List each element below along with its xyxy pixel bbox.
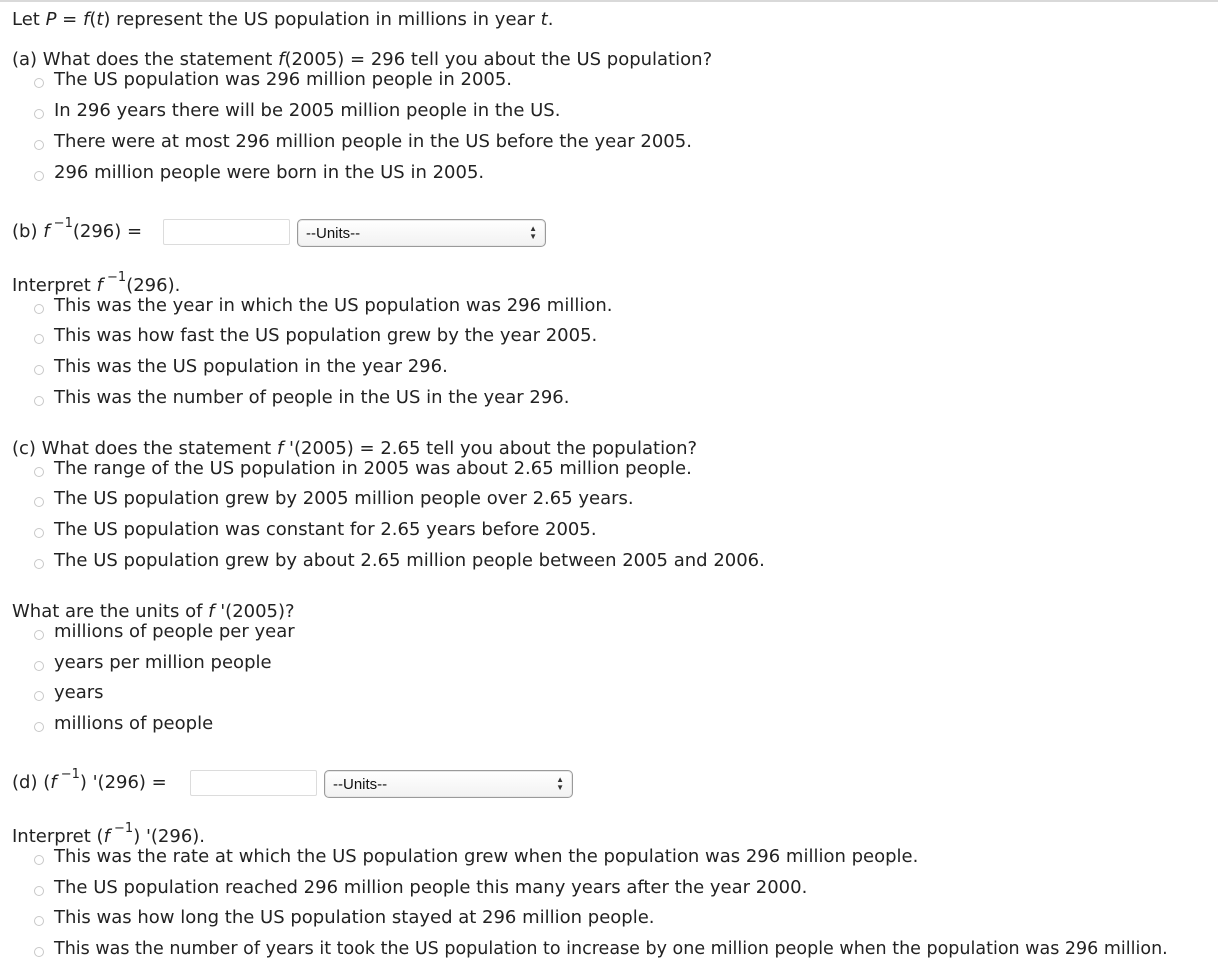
radio-button[interactable] bbox=[34, 947, 44, 957]
select-arrows-icon: ▲ ▼ bbox=[556, 775, 564, 792]
radio-button[interactable] bbox=[34, 855, 44, 865]
radio-button[interactable] bbox=[34, 916, 44, 926]
part-c-units-option-1[interactable]: millions of people per year bbox=[34, 622, 295, 642]
part-a-option-3[interactable]: There were at most 296 million people in the US before the year 2005. bbox=[34, 132, 692, 152]
radio-button[interactable] bbox=[34, 722, 44, 732]
part-c-units-question: What are the units of f '(2005)? bbox=[12, 601, 295, 622]
part-b-option-2[interactable]: This was how fast the US population grew by the year 2005. bbox=[34, 326, 597, 346]
part-c-option-4[interactable]: The US population grew by about 2.65 million people between 2005 and 2006. bbox=[34, 551, 765, 571]
part-a-option-2[interactable]: In 296 years there will be 2005 million people in the US. bbox=[34, 101, 560, 121]
part-c-units-option-4[interactable]: millions of people bbox=[34, 714, 213, 734]
part-c-units-option-3[interactable]: years bbox=[34, 683, 104, 703]
part-b-option-3[interactable]: This was the US population in the year 296. bbox=[34, 357, 448, 377]
radio-button[interactable] bbox=[34, 691, 44, 701]
part-b-option-1[interactable]: This was the year in which the US population was 296 million. bbox=[34, 296, 612, 316]
radio-button[interactable] bbox=[34, 559, 44, 569]
radio-button[interactable] bbox=[34, 528, 44, 538]
part-d-label: (d) (f $^{-1}$) '(296) = bbox=[12, 767, 167, 793]
part-c-units-option-2[interactable]: years per million people bbox=[34, 653, 272, 673]
part-a-option-4[interactable]: 296 million people were born in the US in 2005. bbox=[34, 163, 484, 183]
part-b-label: (b) f $^{-1}$(296) = bbox=[12, 216, 143, 242]
radio-button[interactable] bbox=[34, 78, 44, 88]
radio-button[interactable] bbox=[34, 171, 44, 181]
part-d-answer-input[interactable] bbox=[190, 770, 317, 796]
part-a-option-1[interactable]: The US population was 296 million people in 2005. bbox=[34, 70, 512, 90]
top-border bbox=[0, 0, 1218, 2]
part-d-option-4[interactable]: This was the number of years it took the US population to increase by one million people when the population was 296 million. bbox=[34, 939, 1168, 959]
part-d-option-2[interactable]: The US population reached 296 million people this many years after the year 2000. bbox=[34, 878, 807, 898]
problem-intro: Let P = f(t) represent the US population in millions in year t. bbox=[12, 9, 554, 30]
radio-button[interactable] bbox=[34, 365, 44, 375]
part-c-question: (c) What does the statement f '(2005) = 2.65 tell you about the population? bbox=[12, 438, 698, 459]
select-arrows-icon: ▲ ▼ bbox=[529, 224, 537, 241]
part-a-question: (a) What does the statement f(2005) = 296 tell you about the US population? bbox=[12, 49, 713, 70]
part-c-option-1[interactable]: The range of the US population in 2005 was about 2.65 million people. bbox=[34, 459, 692, 479]
radio-button[interactable] bbox=[34, 886, 44, 896]
radio-button[interactable] bbox=[34, 304, 44, 314]
part-c-option-3[interactable]: The US population was constant for 2.65 years before 2005. bbox=[34, 520, 597, 540]
part-d-interpret-heading: Interpret (f $^{-1}$) '(296). bbox=[12, 821, 206, 847]
part-d-option-1[interactable]: This was the rate at which the US population grew when the population was 296 million people. bbox=[34, 847, 918, 867]
radio-button[interactable] bbox=[34, 334, 44, 344]
radio-button[interactable] bbox=[34, 467, 44, 477]
part-d-option-3[interactable]: This was how long the US population stayed at 296 million people. bbox=[34, 908, 655, 928]
part-c-option-2[interactable]: The US population grew by 2005 million people over 2.65 years. bbox=[34, 489, 634, 509]
part-b-option-4[interactable]: This was the number of people in the US in the year 296. bbox=[34, 388, 569, 408]
radio-button[interactable] bbox=[34, 140, 44, 150]
radio-button[interactable] bbox=[34, 497, 44, 507]
radio-button[interactable] bbox=[34, 109, 44, 119]
radio-button[interactable] bbox=[34, 396, 44, 406]
radio-button[interactable] bbox=[34, 661, 44, 671]
part-b-interpret-heading: Interpret f $^{-1}$(296). bbox=[12, 270, 181, 296]
radio-button[interactable] bbox=[34, 630, 44, 640]
part-b-units-select[interactable]: --Units-- ▲ ▼ bbox=[297, 219, 546, 247]
part-b-answer-input[interactable] bbox=[163, 219, 290, 245]
part-d-units-select[interactable]: --Units-- ▲ ▼ bbox=[324, 770, 573, 798]
